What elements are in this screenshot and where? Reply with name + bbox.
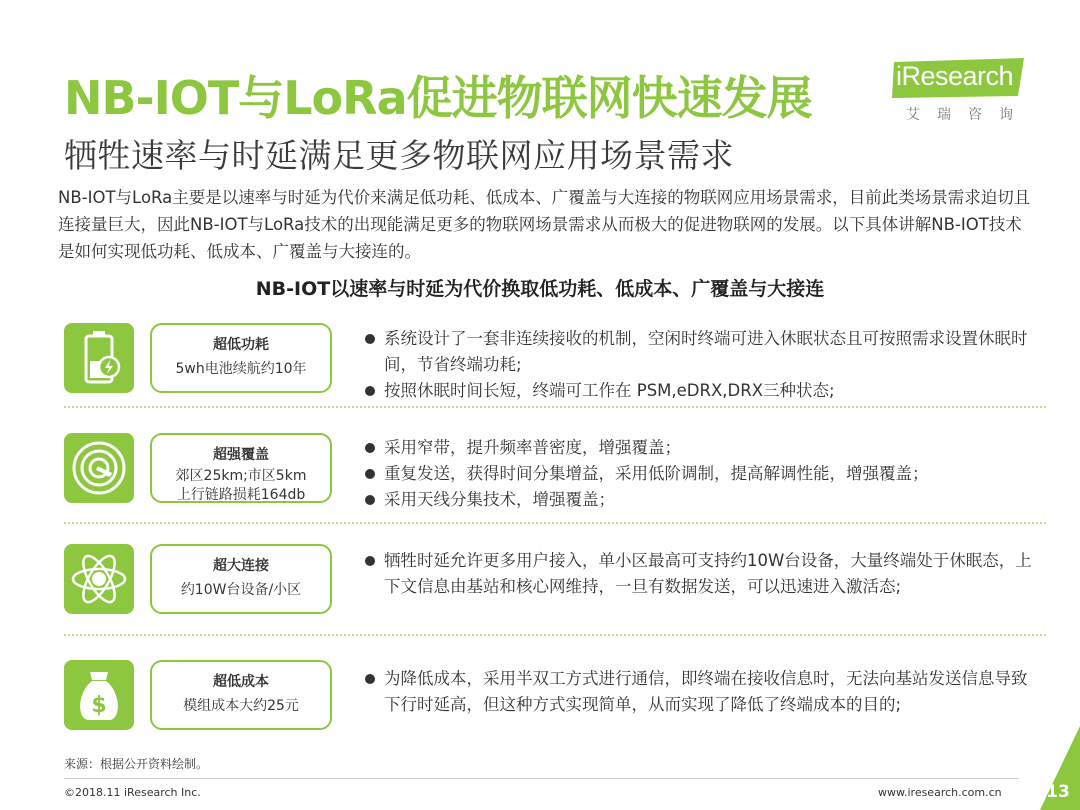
feature-label-low-power: [150, 323, 332, 393]
feature-desc: 约10W台设备/小区: [180, 582, 302, 598]
feature-bullets: [362, 666, 1042, 718]
signal-coverage-icon: [64, 433, 134, 503]
website-link[interactable]: www.iresearch.com.cn: [878, 786, 1002, 799]
row-divider: [64, 522, 1046, 524]
bullet-item: 牺牲时延允许更多用户接入，单小区最高可支持约10W台设备，大量终端处于休眠态，上下文信息由基站和核心网维持，一旦有数据发送，可以迅速进入激活态;: [362, 548, 1042, 600]
feature-title: 超低功耗: [213, 337, 269, 353]
bullet-item: 为降低成本，采用半双工方式进行通信，即终端在接收信息时，无法向基站发送信息导致下行时延高，但这种方式实现简单，从而实现了降低了终端成本的目的;: [362, 666, 1042, 718]
row-divider: [64, 406, 1046, 408]
feature-title: 超低成本: [213, 674, 269, 690]
feature-label-cost: [150, 660, 332, 730]
feature-bullets: [362, 326, 1042, 404]
page-title: NB-IOT与LoRa促进物联网快速发展: [64, 71, 812, 125]
footer-divider: [64, 778, 1019, 779]
logo-brand-text: iResearch: [896, 61, 1014, 91]
bullet-item: 重复发送，获得时间分集增益，采用低阶调制，提高解调性能，增强覆盖；: [362, 461, 1042, 487]
feature-desc: 模组成本大约25元: [183, 698, 299, 714]
section-heading: NB-IOT以速率与时延为代价换取低功耗、低成本、广覆盖与大接连: [255, 278, 825, 300]
logo-chinese-text: 艾瑞咨询: [906, 107, 1030, 123]
feature-label-coverage: [150, 433, 332, 503]
bullet-item: 采用窄带，提升频率普密度，增强覆盖；: [362, 435, 1042, 461]
money-bag-icon: [64, 660, 134, 730]
feature-bullets: [362, 548, 1042, 600]
feature-label-connections: [150, 544, 332, 614]
page-number: 13: [1046, 782, 1070, 802]
bullet-item: 采用天线分集技术，增强覆盖；: [362, 487, 1042, 513]
feature-desc: 上行链路损耗164db: [176, 487, 306, 503]
atom-connection-icon: [64, 544, 134, 614]
copyright-text: ©2018.11 iResearch Inc.: [64, 786, 201, 799]
row-divider: [64, 634, 1046, 636]
bullet-item: 系统设计了一套非连续接收的机制，空闲时终端可进入休眠状态且可按照需求设置休眠时间，节省终端功耗;: [362, 326, 1042, 378]
feature-desc: 5wh电池续航约10年: [175, 361, 307, 377]
page-subtitle: 牺牲速率与时延满足更多物联网应用场景需求: [64, 136, 734, 175]
feature-desc: 郊区25km;市区5km: [175, 468, 307, 484]
svg-text:$: $: [91, 693, 107, 718]
feature-title: 超大连接: [213, 558, 269, 574]
battery-icon: [64, 323, 134, 393]
feature-title: 超强覆盖: [213, 447, 269, 463]
source-note: 来源：根据公开资料绘制。: [64, 757, 209, 771]
bullet-item: 按照休眠时间长短，终端可工作在 PSM,eDRX,DRX三种状态;: [362, 378, 1042, 404]
intro-paragraph: NB-IOT与LoRa主要是以速率与时延为代价来满足低功耗、低成本、广覆盖与大连接的物联网应用场景需求，目前此类场景需求迫切且连接量巨大，因此NB-IOT与LoRa技术的出现能满足更多的物联网场景需求从而极大的促进物联网的发展。以下具体讲解NB-IOT技术是如何实现低功耗、低成本、广覆盖与大接连的。: [58, 188, 1031, 261]
feature-bullets: [362, 435, 1042, 513]
